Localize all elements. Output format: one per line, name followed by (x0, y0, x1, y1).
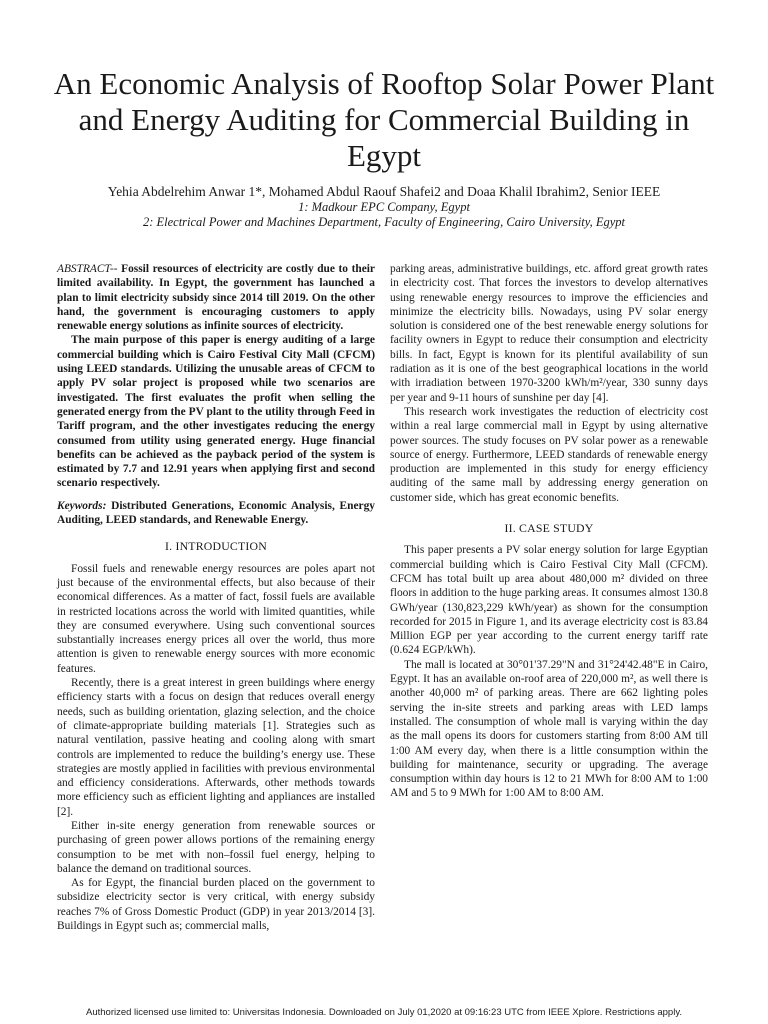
intro-paragraph-5: parking areas, administrative buildings, etc. afford great growth rates in electricity cost. That forces the investors to develop alternatives using renewable energy resources to improve the efficiencies and minimize the electricity bills. Nowadays, using PV solar energy solution is considered one of the best renewable energy solutions for facility owners in Egypt to reduce their consumption and electricity bills. In fact, Egypt is known for its plentiful availability of sun radiation as it is one of the best geographical locations in the world with irradiation between 1970-3200 kWh/m²/year, 330 sunny days per year and 9-11 hours of sunshine per day [4]. (390, 263, 708, 404)
intro-paragraph-1: Fossil fuels and renewable energy resources are poles apart not just because of the environmental effects, but also because of their economical differences. As a matter of fact, fossil fuels are available in restricted locations across the world with limited quantities, while they are consumed everywhere. Using such conventional sources substantially increases energy prices all over the world, thus more attention is given to renewable energy sources with more economic features. (57, 562, 375, 675)
section-heading-case-study: II. CASE STUDY (504, 521, 594, 536)
paper-title: An Economic Analysis of Rooftop Solar Power Plant and Energy Auditing for Commercial Building in Egypt (53, 66, 715, 173)
license-footer: Authorized licensed use limited to: Universitas Indonesia. Downloaded on July 01,2020 at 09:16:23 UTC from IEEE Xplore. Restrictions apply. (86, 1007, 682, 1018)
left-column (57, 262, 375, 933)
abstract-paragraph-2: The main purpose of this paper is energy auditing of a large commercial building which is Cairo Festival City Mall (CFCM) using LEED standards. Utilizing the unusable areas of CFCM to apply PV solar project is proposed while two scenarios are investigated. The first evaluates the profit when selling the generated energy from the PV plant to the utility through Feed in Tariff program, and the other investigates reducing the energy consumed from utility using generated energy. Huge financial benefits can be achieved as the payback period of the system is estimated by 7.7 and 12.91 years when applying first and second scenario respectively. (57, 334, 375, 490)
right-column (390, 262, 708, 801)
case-study-paragraph-2: The mall is located at 30°01'37.29"N and 31°24'42.48"E in Cairo, Egypt. It has an available on-roof area of 220,000 m², as well there is another 40,000 m² of parking areas. There are 662 lighting poles serving the in-site streets and parking areas with LED lamps installed. The consumption of whole mall is varying within the day as the mall opens its doors for customers starting from 8:00 AM till 1:00 AM every day, when there is a little consumption within the building for maintenance, security or upgrading. The average consumption within day hours is 12 to 21 MWh for 8:00 AM to 1:00 AM and 5 to 9 MWh for 1:00 AM to 8:00 AM. (390, 658, 708, 800)
affiliation-1: 1: Madkour EPC Company, Egypt (298, 200, 470, 214)
intro-paragraph-4: As for Egypt, the financial burden placed on the government to subsidize electricity sector is very critical, with energy subsidy reaches 7% of Gross Domestic Product (GDP) in year 2013/2014 [3]. Buildings in Egypt such as; commercial malls, (57, 877, 375, 933)
abstract-paragraph-1 (57, 262, 375, 333)
keywords (57, 499, 375, 528)
intro-paragraph-3: Either in-site energy generation from renewable sources or purchasing of green power allows portions of the remaining energy consumption to be met with non–fossil fuel energy, helping to balance the demand on traditional sources. (57, 819, 375, 875)
intro-paragraph-2: Recently, there is a great interest in green buildings where energy efficiency starts with a focus on design that reduces overall energy needs, such as building orientation, glazing selection, and the choice of climate-appropriate building materials [1]. Strategies such as natural ventilation, passive heating and cooling along with smart controls are implemented to reduce the building’s energy use. These strategies are mostly applied in facilities with previous environmental and efficiency considerations. Afterwards, other methods towards more efficiency such as efficient lighting and appliances are installed [2]. (57, 677, 375, 818)
affiliation-2: 2: Electrical Power and Machines Department, Faculty of Engineering, Cairo University, Egypt (142, 215, 626, 229)
abstract-label: ABSTRACT-- (57, 263, 118, 275)
intro-paragraph-6: This research work investigates the reduction of electricity cost within a real large commercial mall in Egypt by using alternative power sources. The study focuses on PV solar power as a renewable source of energy. Furthermore, LEED standards of renewable energy production are implemented in this study for energy efficiency auditing of the same mall by addressing energy generation on customer side, which has great economic benefits. (390, 405, 708, 504)
abstract-text-1: Fossil resources of electricity are costly due to their limited availability. In Egypt, the government has launched a plan to limit electricity subsidy since 2014 till 2019. On the other hand, the government is encouraging customers to apply renewable energy solutions as infinite sources of electricity. (57, 263, 375, 333)
author-list: Yehia Abdelrehim Anwar 1*, Mohamed Abdul Raouf Shafei2 and Doaa Khalil Ibrahim2, Senior IEEE (107, 184, 661, 199)
case-study-paragraph-1: This paper presents a PV solar energy solution for large Egyptian commercial building which is Cairo Festival City Mall (CFCM). CFCM has total built up area about 480,000 m² divided on three floors in addition to the huge parking areas. It consumes almost 130.8 GWh/year (130,823,229 kWh/year) as shown for the consumption recorded for 2015 in Figure 1, and its average electricity cost is 83.84 Million EGP per year according to the current energy tariff rate (0.624 EGP/kWh). (390, 544, 708, 657)
keywords-text: Distributed Generations, Economic Analysis, Energy Auditing, LEED standards, and Renewable Energy. (57, 499, 375, 527)
section-heading-introduction: I. INTRODUCTION (165, 539, 267, 554)
keywords-label: Keywords: (57, 499, 107, 512)
